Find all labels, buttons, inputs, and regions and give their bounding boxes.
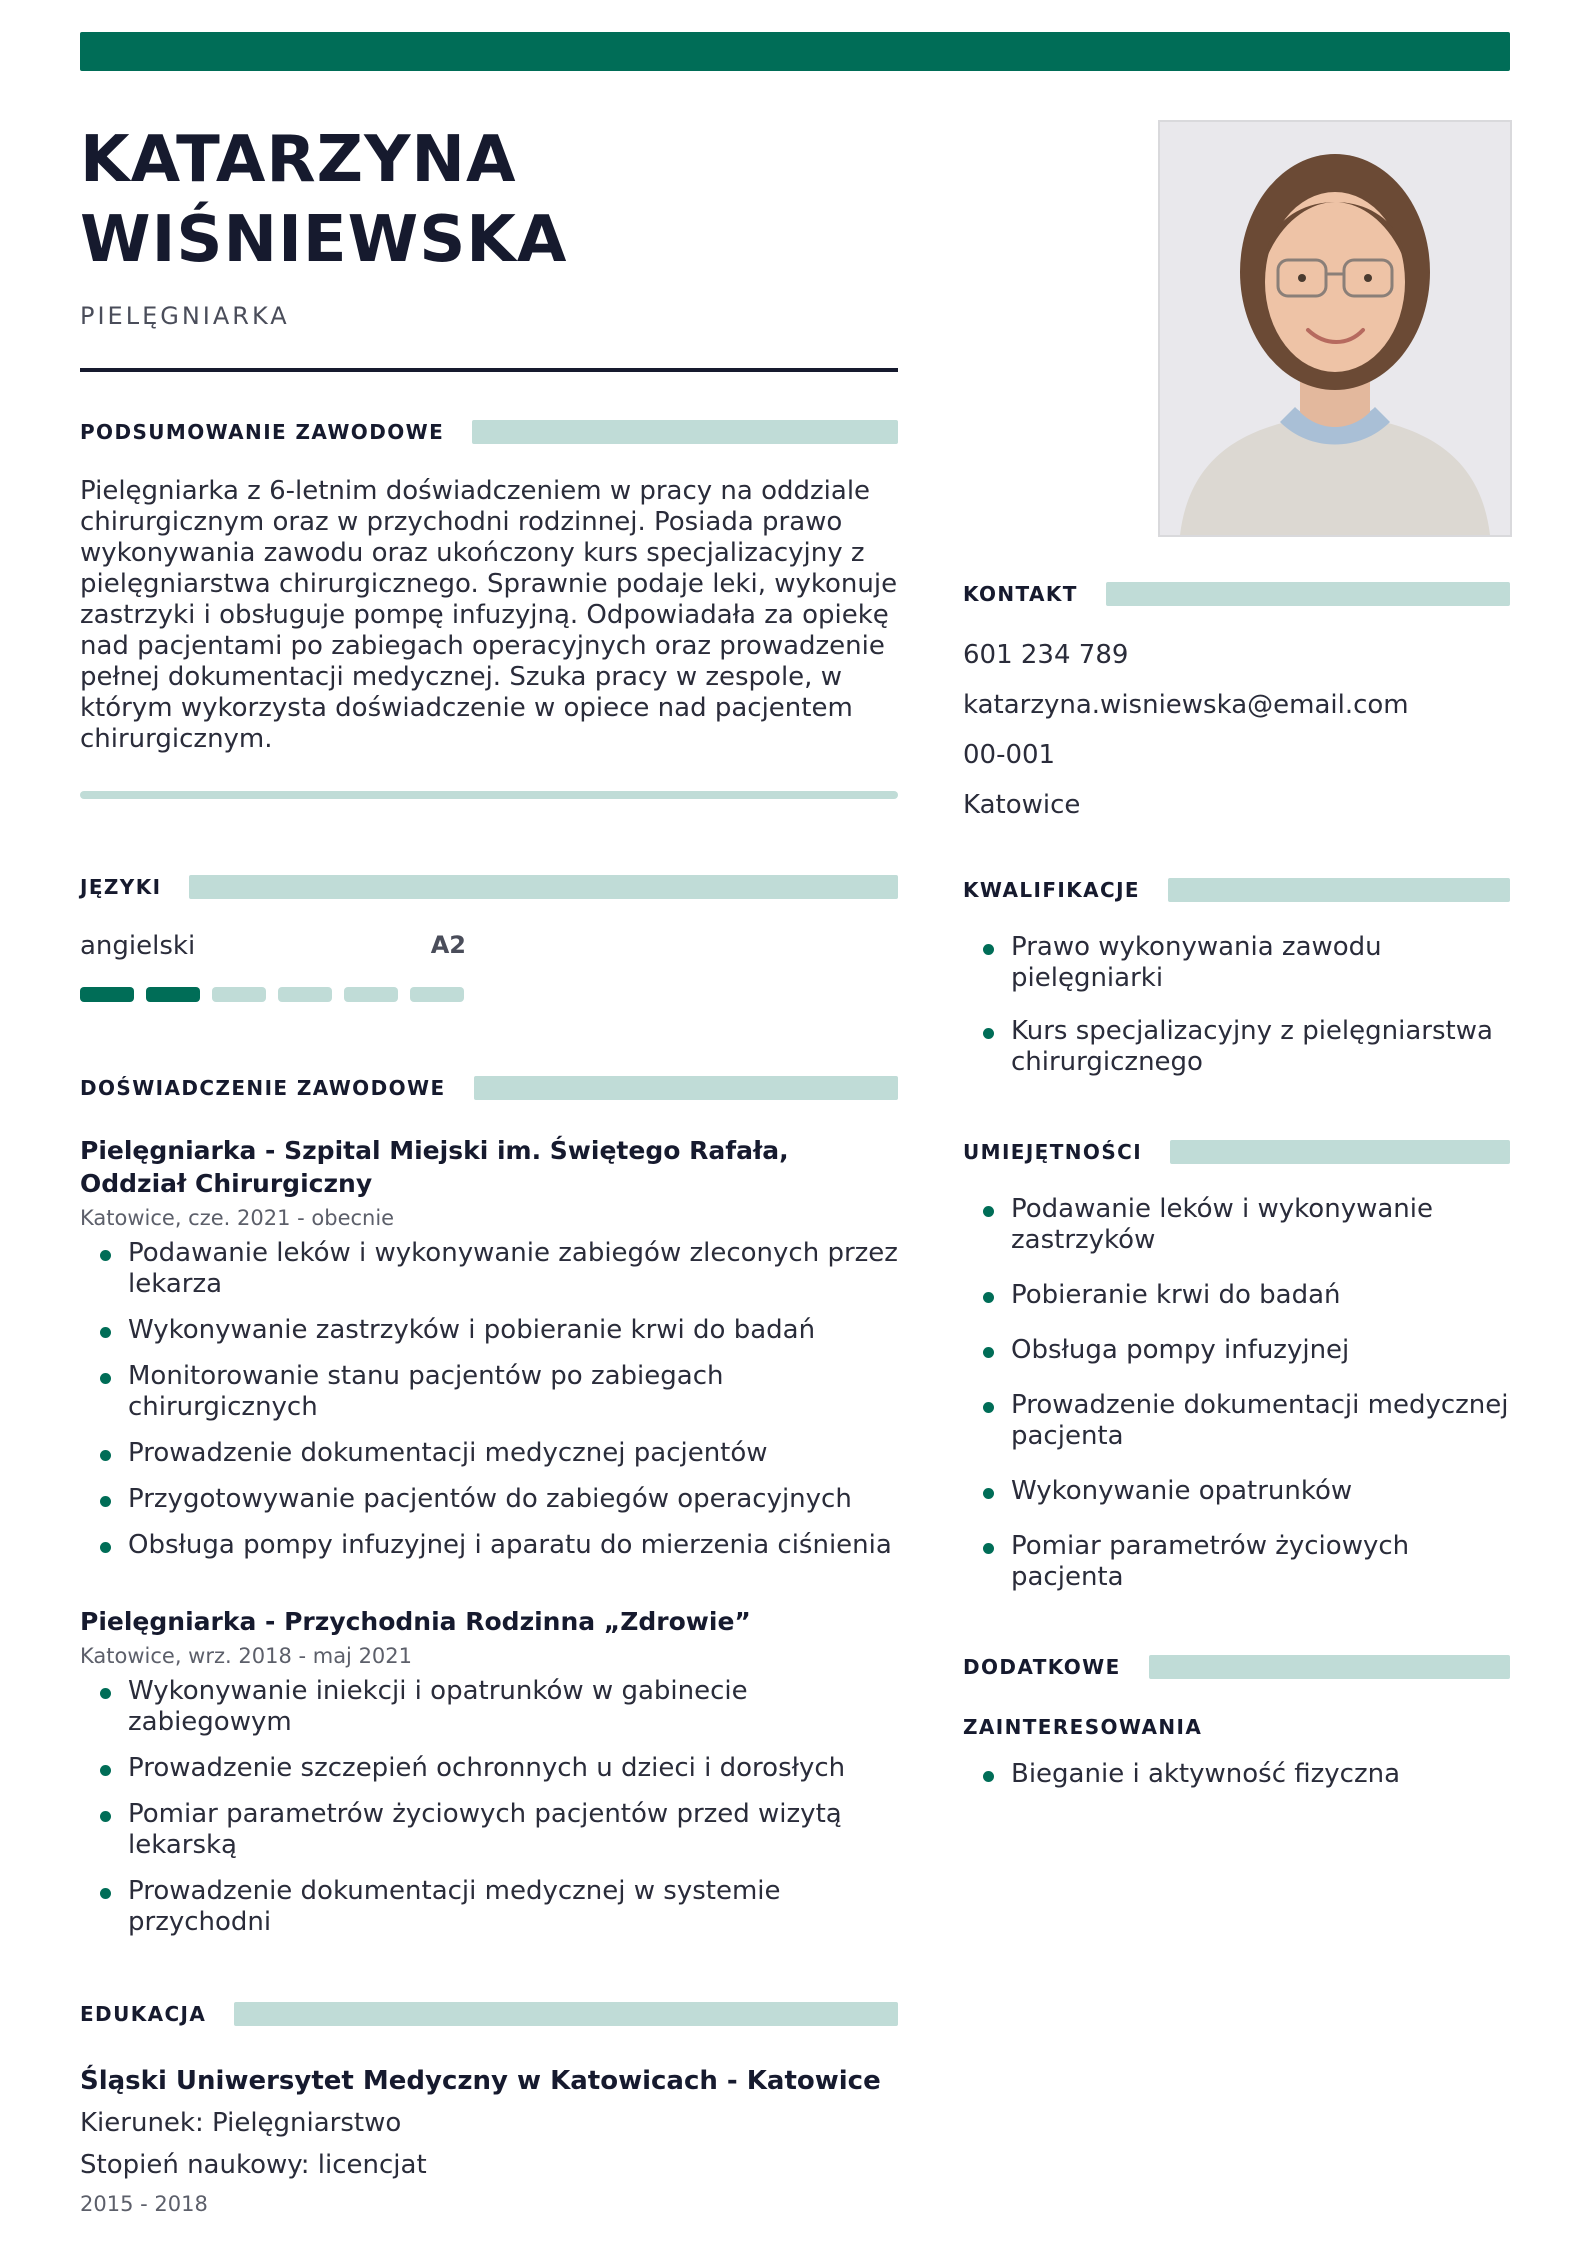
additional-section-heading [963,1655,1510,1679]
list-item: Wykonywanie iniekcji i opatrunków w gabinecie zabiegowym [80,1676,898,1738]
section-bar [474,1076,898,1100]
job-title: PIELĘGNIARKA [80,302,290,330]
skills-section-heading [963,1140,1510,1164]
section-bar [1170,1140,1510,1164]
section-bar [1149,1655,1510,1679]
contact-heading: KONTAKT [963,582,1078,606]
education-section-heading [80,2002,898,2026]
list-item: Pomiar parametrów życiowych pacjenta [963,1531,1510,1593]
photo-spacer [963,120,1510,582]
list-item: Obsługa pompy infuzyjnej [963,1335,1510,1366]
language-level-indicator [80,987,898,1002]
contact-phone[interactable]: 601 234 789 [963,640,1129,670]
list-item: Przygotowywanie pacjentów do zabiegów operacyjnych [80,1484,898,1515]
language-item [80,931,466,961]
languages-heading: JĘZYKI [80,875,162,899]
list-item: Kurs specjalizacyjny z pielęgniarstwa chirurgicznego [963,1016,1510,1078]
education-heading: EDUKACJA [80,2002,207,2026]
summary-section-heading [80,420,898,444]
job-entry [80,1134,898,1561]
qualifications-section-heading [963,878,1510,902]
summary-heading: PODSUMOWANIE ZAWODOWE [80,420,445,444]
interests-heading: ZAINTERESOWANIA [963,1715,1203,1739]
language-name: angielski [80,931,196,961]
list-item: Prowadzenie dokumentacji medycznej pacjentów [80,1438,898,1469]
job-entry-meta: Katowice, cze. 2021 - obecnie [80,1206,395,1230]
education-degree: Stopień naukowy: licencjat [80,2150,427,2180]
list-item: Prawo wykonywania zawodu pielęgniarki [963,932,1510,994]
list-item: Monitorowanie stanu pacjentów po zabiegach chirurgicznych [80,1361,898,1423]
contact-city: Katowice [963,790,1081,820]
qualifications-list [963,932,1510,1078]
section-bar [234,2002,898,2026]
language-level: A2 [430,931,466,959]
education-field: Kierunek: Pielęgniarstwo [80,2108,402,2138]
first-name: KATARZYNA [80,123,517,197]
job-bullets [80,1238,898,1561]
last-name: WIŚNIEWSKA [80,203,568,277]
section-bar [1106,582,1510,606]
languages-section-heading [80,875,898,899]
list-item: Bieganie i aktywność fizyczna [963,1759,1510,1790]
list-item: Wykonywanie opatrunków [963,1476,1510,1507]
list-item: Pomiar parametrów życiowych pacjentów przed wizytą lekarską [80,1799,898,1861]
list-item: Podawanie leków i wykonywanie zastrzyków [963,1194,1510,1256]
contact-section-heading [963,582,1510,606]
additional-heading: DODATKOWE [963,1655,1121,1679]
top-accent-bar [80,32,1510,71]
summary-text: Pielęgniarka z 6-letnim doświadczeniem w pracy na oddziale chirurgicznym oraz w przychodni rodzinnej. Posiada prawo wykonywania zawodu oraz ukończony kurs specjalizacyjny z pielęgniarstwa chirurgicznego. Sprawnie podaje leki, wykonuje zastrzyki i obsługuje pompę infuzyjną. Odpowiadała za opiekę nad pacjentami po zabiegach operacyjnych oraz prowadzenie pełnej dokumentacji medycznej. Szuka pracy w zespole, w którym wykorzysta doświadczenie w opiece nad pacjentem chirurgicznym. [80,476,898,754]
interests-list [963,1759,1510,1790]
skills-list [963,1194,1510,1593]
qualifications-heading: KWALIFIKACJE [963,878,1140,902]
level-dot-filled [80,987,134,1002]
job-entry-title: Pielęgniarka - Szpital Miejski im. Świętego Rafała, Oddział Chirurgiczny [80,1136,789,1198]
list-item: Prowadzenie dokumentacji medycznej pacjenta [963,1390,1510,1452]
experience-heading: DOŚWIADCZENIE ZAWODOWE [80,1076,446,1100]
section-bar [189,875,898,899]
list-item: Prowadzenie szczepień ochronnych u dzieci i dorosłych [80,1753,898,1784]
contact-email[interactable]: katarzyna.wisniewska@email.com [963,690,1409,720]
level-dot-filled [146,987,200,1002]
level-dot-empty [278,987,332,1002]
job-entry-meta: Katowice, wrz. 2018 - maj 2021 [80,1644,413,1668]
left-column [80,120,898,2216]
education-entry [80,2066,898,2216]
contact-postal-code: 00-001 [963,740,1056,770]
job-entry [80,1605,898,1938]
education-school: Śląski Uniwersytet Medyczny w Katowicach - Katowice [80,2066,881,2096]
header-divider [80,368,898,372]
experience-section-heading [80,1076,898,1100]
candidate-name [80,120,898,280]
job-entry-title: Pielęgniarka - Przychodnia Rodzinna „Zdrowie” [80,1607,751,1636]
skills-heading: UMIEJĘTNOŚCI [963,1140,1143,1164]
list-item: Pobieranie krwi do badań [963,1280,1510,1311]
summary-divider [80,791,898,799]
list-item: Wykonywanie zastrzyków i pobieranie krwi do badań [80,1315,898,1346]
level-dot-empty [344,987,398,1002]
contact-list [963,640,1510,820]
level-dot-empty [410,987,464,1002]
list-item: Prowadzenie dokumentacji medycznej w systemie przychodni [80,1876,898,1938]
list-item: Podawanie leków i wykonywanie zabiegów zleconych przez lekarza [80,1238,898,1300]
right-column [963,120,1510,1805]
job-bullets [80,1676,898,1938]
education-years: 2015 - 2018 [80,2192,208,2216]
level-dot-empty [212,987,266,1002]
section-bar [472,420,898,444]
list-item: Obsługa pompy infuzyjnej i aparatu do mierzenia ciśnienia [80,1530,898,1561]
section-bar [1168,878,1510,902]
